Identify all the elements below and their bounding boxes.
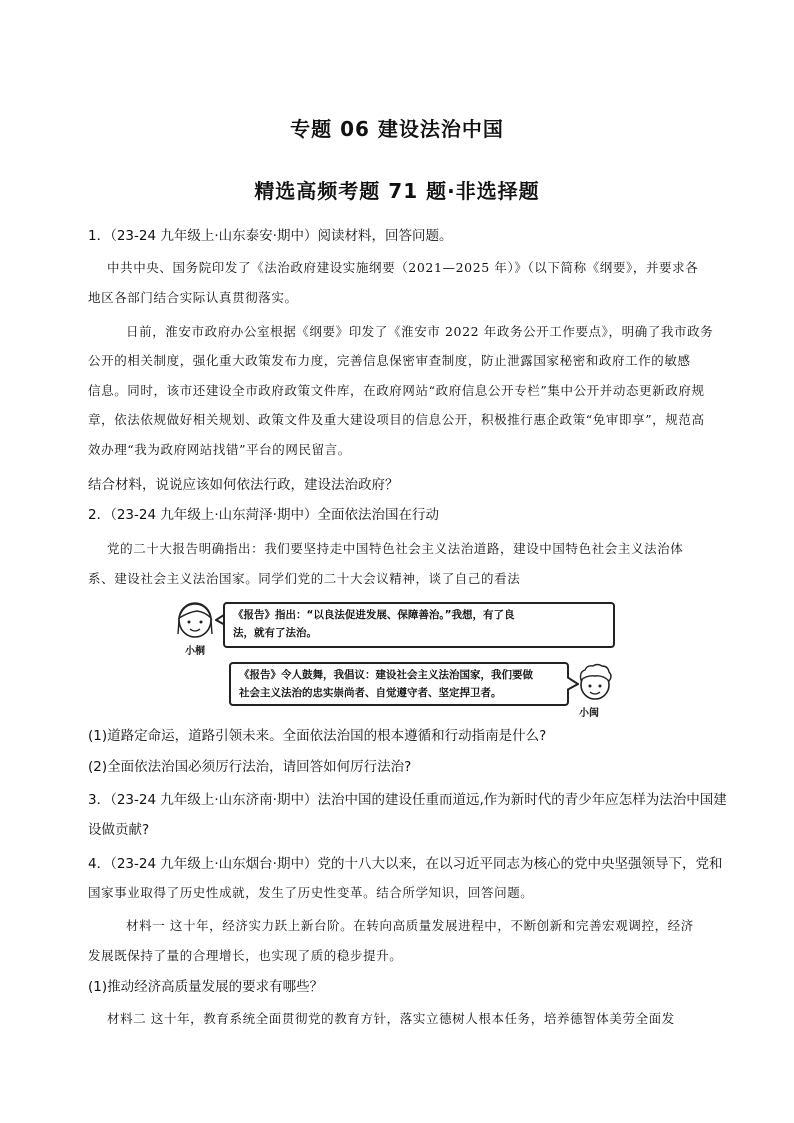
dialogue-figure [175,598,615,720]
q1-material-line: 信息。同时，该市还建设全市政府政策文件库，在政府网站“政府信息公开专栏”集中公开并动态更新政府规 [88,383,705,398]
q1-material-line: 地区各部门结合实际认真贯彻落实。 [88,290,298,305]
question-2-stem: 2．（23-24 九年级上·山东菏泽·期中）全面依法治国在行动 [88,507,439,523]
girl-face-icon [175,600,215,640]
question-4-line: 4．（23-24 九年级上·山东烟台·期中）党的十八大以来，在以习近平同志为核心的党中央坚强领导下，党和 [88,856,723,872]
q4-material-line: 材料二 这十年，教育系统全面贯彻党的教育方针，落实立德树人根本任务，培养德智体美劳全面发 [107,1011,675,1026]
speaker-name-2: 小闽 [579,708,599,719]
q1-material-line: 中共中央、国务院印发了《法治政府建设实施纲要（2021—2025 年）》（以下简称《纲要》，并要求各 [107,260,699,275]
q1-material-line: 效办理“我为政府网站找错”平台的网民留言。 [88,442,351,457]
boy-face-icon [575,662,615,702]
q4-subquestion-1: (1)推动经济高质量发展的要求有哪些？ [88,979,324,995]
q2-subquestion-2: (2)全面依法治国必须厉行法治，请回答如何厉行法治? [88,759,412,775]
bubble-2-line: 《报告》令人鼓舞，我倡议：建设社会主义法治国家，我们要做 [239,669,533,681]
bubble-1-line: 《报告》指出：“以良法促进发展、保障善治。”我想，有了良 [233,609,515,621]
question-3-line: 3．（23-24 九年级上·山东济南·期中）法治中国的建设任重而道远,作为新时代的青少年应怎样为法治中国建 [88,792,727,808]
question-3-line: 设做贡献? [88,822,150,838]
speech-bubble-1 [223,602,615,648]
q1-material-line: 公开的相关制度，强化重大政策发布力度，完善信息保密审查制度，防止泄露国家秘密和政府工作的敏感 [88,353,691,368]
page-subtitle: 精选高频考题 71 题·非选择题 [254,179,540,203]
q2-material-line: 系、建设社会主义法治国家。同学们党的二十大会议精神，谈了自己的看法 [88,571,521,586]
speaker-name-1: 小桐 [185,646,205,657]
q1-material-line: 日前，淮安市政府办公室根据《纲要》印发了《淮安市 2022 年政务公开工作要点》，明确了我市政务 [126,324,714,339]
bubble-2-line: 社会主义法治的忠实崇尚者、自觉遵守者、坚定捍卫者。 [239,687,502,699]
speech-bubble-2 [229,662,569,706]
q4-material-line: 发展既保持了量的合理增长，也实现了质的稳步提升。 [88,948,403,963]
bubble-1-line: 法，就有了法治。 [233,627,317,639]
q2-subquestion-1: (1)道路定命运，道路引领未来。全面依法治国的根本遵循和行动指南是什么? [88,728,547,744]
q2-material-line: 党的二十大报告明确指出：我们要坚持走中国特色社会主义法治道路，建设中国特色社会主义法治体 [107,541,684,556]
question-4-line: 国家事业取得了历史性成就，发生了历史性变革。结合所学知识，回答问题。 [88,885,534,900]
q1-question: 结合材料，说说应该如何依法行政，建设法治政府？ [88,477,399,493]
q1-material-line: 章，依法依规做好相关规划、政策文件及重大建设项目的信息公开，积极推行惠企政策“免审即享”，规范高 [88,412,705,427]
q4-material-line: 材料一 这十年，经济实力跃上新台阶。在转向高质量发展进程中，不断创新和完善宏观调控，经济 [126,918,694,933]
question-1-stem: 1．（23-24 九年级上·山东泰安·期中）阅读材料，回答问题。 [88,228,453,244]
page-title: 专题 06 建设法治中国 [290,117,504,141]
